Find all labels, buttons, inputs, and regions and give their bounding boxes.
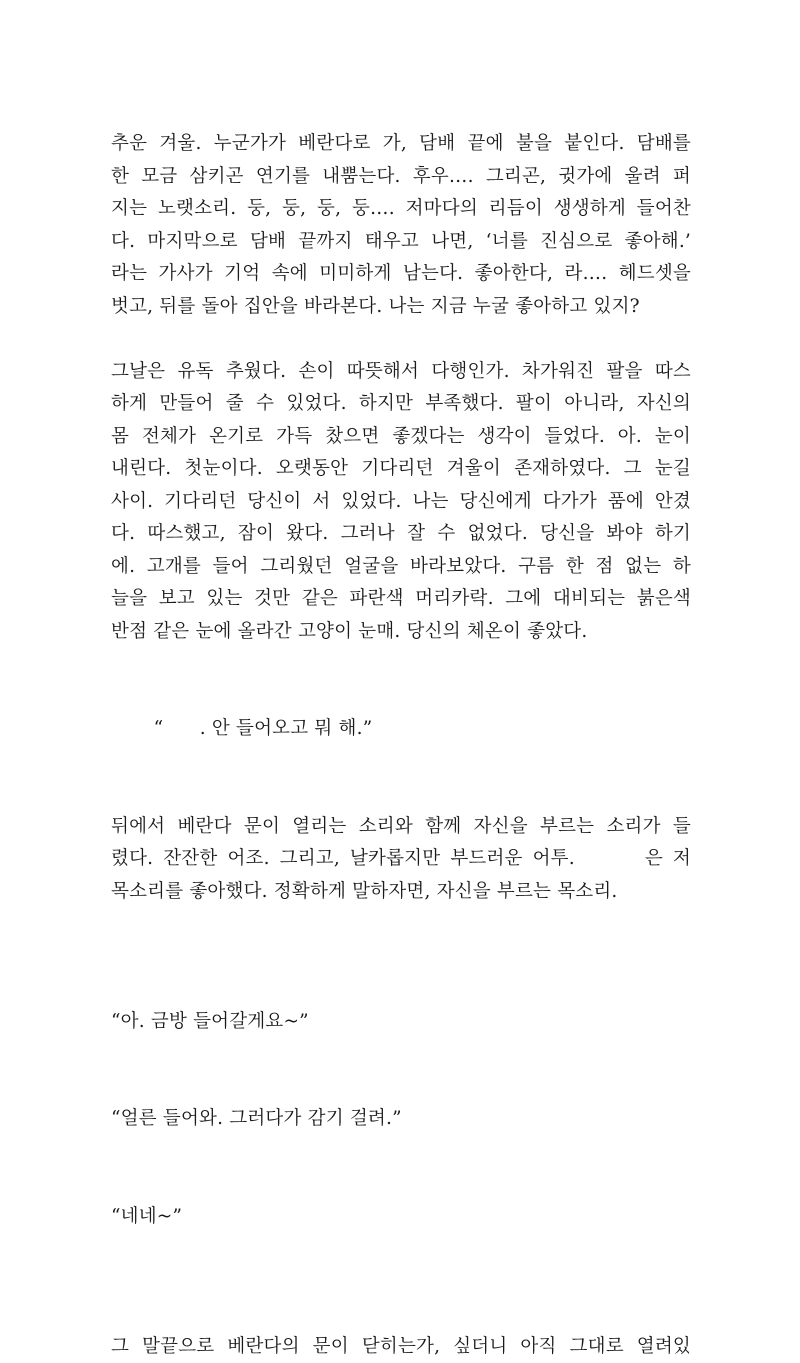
text-line: 다. 마지막으로 담배 끝까지 태우고 나면, ‘너를 진심으로 좋아해.’ xyxy=(111,226,691,259)
text-line: 목소리를 좋아했다. 정확하게 말하자면, 자신을 부르는 목소리. xyxy=(111,876,691,909)
dialogue-line: “얼른 들어와. 그러다가 감기 걸려.” xyxy=(111,1103,691,1136)
text-line: 내린다. 첫눈이다. 오랫동안 기다리던 겨울이 존재하였다. 그 눈길 xyxy=(111,453,691,486)
paragraph-6 xyxy=(111,1331,691,1363)
text-line: 하게 만들어 줄 수 있었다. 하지만 부족했다. 팔이 아니라, 자신의 xyxy=(111,388,691,421)
paragraph-gap xyxy=(111,1298,691,1331)
dialogue-line: “ . 안 들어오고 뭐 해.” xyxy=(147,718,372,739)
text-line: 렸다. 잔잔한 어조. 그리고, 날카롭지만 부드러운 어투. 은 저 xyxy=(111,843,691,876)
paragraph-3 xyxy=(111,681,691,779)
paragraph-gap xyxy=(111,323,691,356)
text-line: 몸 전체가 온기로 가득 찼으면 좋겠다는 생각이 들었다. 아. 눈이 xyxy=(111,421,691,454)
dialogue-line: “네네~” xyxy=(111,1201,691,1234)
text-line: 뒤에서 베란다 문이 열리는 소리와 함께 자신을 부르는 소리가 들 xyxy=(111,811,691,844)
text-line: 지는 노랫소리. 둥, 둥, 둥, 둥…. 저마다의 리듬이 생생하게 들어찬 xyxy=(111,193,691,226)
dialogue-line: “아. 금방 들어갈게요~” xyxy=(111,1006,691,1039)
paragraph-gap xyxy=(111,778,691,811)
text-line: 에. 고개를 들어 그리웠던 얼굴을 바라보았다. 구름 한 점 없는 하 xyxy=(111,551,691,584)
text-line: 벗고, 뒤를 돌아 집안을 바라본다. 나는 지금 누굴 좋아하고 있지? xyxy=(111,291,691,324)
text-line: 늘을 보고 있는 것만 같은 파란색 머리카락. 그에 대비되는 붉은색 xyxy=(111,583,691,616)
text-line: 한 모금 삼키곤 연기를 내뿜는다. 후우…. 그리곤, 귓가에 울려 퍼 xyxy=(111,161,691,194)
text-line: 반점 같은 눈에 올라간 고양이 눈매. 당신의 체온이 좋았다. xyxy=(111,616,691,649)
paragraph-4 xyxy=(111,811,691,909)
paragraph-5 xyxy=(111,941,691,1299)
paragraph-2 xyxy=(111,356,691,649)
text-line: 그 말끝으로 베란다의 문이 닫히는가, 싶더니 아직 그대로 열려있 xyxy=(111,1331,691,1363)
text-line: 다. 따스했고, 잠이 왔다. 그러나 잘 수 없었다. 당신을 봐야 하기 xyxy=(111,518,691,551)
paragraph-1 xyxy=(111,128,691,323)
body-text xyxy=(111,128,691,1363)
text-line: 사이. 기다리던 당신이 서 있었다. 나는 당신에게 다가가 품에 안겼 xyxy=(111,486,691,519)
text-line: 추운 겨울. 누군가가 베란다로 가, 담배 끝에 불을 붙인다. 담배를 xyxy=(111,128,691,161)
paragraph-gap xyxy=(111,648,691,681)
paragraph-gap xyxy=(111,908,691,941)
text-line: 그날은 유독 추웠다. 손이 따뜻해서 다행인가. 차가워진 팔을 따스 xyxy=(111,356,691,389)
text-line: 라는 가사가 기억 속에 미미하게 남는다. 좋아한다, 라…. 헤드셋을 xyxy=(111,258,691,291)
